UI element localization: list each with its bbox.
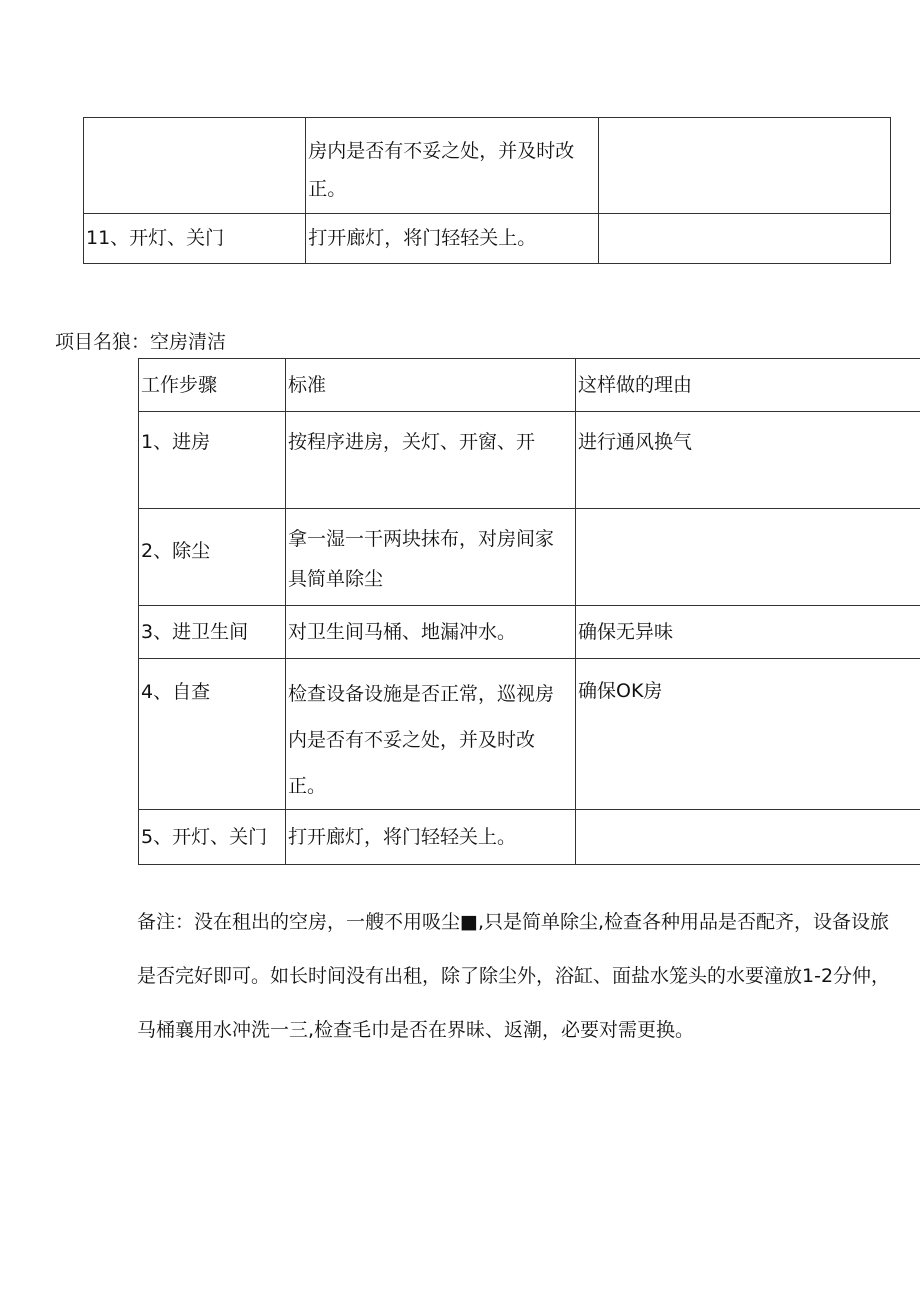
carry-over-table bbox=[83, 117, 891, 264]
reason-cell: 进行通风换气 bbox=[576, 412, 920, 509]
step-cell: 5、开灯、关门 bbox=[139, 810, 286, 865]
section-title: 项目名狼：空房清洁 bbox=[55, 331, 227, 353]
header-reason: 这样做的理由 bbox=[576, 359, 920, 412]
step-cell: 3、进卫生间 bbox=[139, 606, 286, 659]
table-row bbox=[139, 810, 920, 865]
standard-cell: 检查设备设施是否正常，巡视房内是否有不妥之处，并及时改正。 bbox=[286, 659, 576, 810]
reason-cell bbox=[598, 214, 890, 264]
reason-cell bbox=[576, 810, 920, 865]
note-line: 是否完好即可。如长时间没有出租，除了除尘外，浴缸、面盐水笼头的水要潼放1-2分仲， bbox=[137, 965, 891, 987]
header-step: 工作步骤 bbox=[139, 359, 286, 412]
table-row bbox=[139, 659, 920, 810]
note-line: 马桶襄用水冲洗一三,检查毛巾是否在界昧、返潮，必要对需更换。 bbox=[137, 1019, 695, 1041]
table-row bbox=[84, 214, 891, 264]
table-header-row bbox=[139, 359, 920, 412]
table-row bbox=[84, 118, 891, 214]
step-cell bbox=[84, 118, 306, 214]
standard-cell: 拿一湿一干两块抹布，对房间家具简单除尘 bbox=[286, 509, 576, 606]
reason-cell: 确保OK房 bbox=[576, 659, 920, 810]
standard-cell: 对卫生间马桶、地漏冲水。 bbox=[286, 606, 576, 659]
reason-cell: 确保无异味 bbox=[576, 606, 920, 659]
table-row bbox=[139, 606, 920, 659]
header-standard: 标准 bbox=[286, 359, 576, 412]
step-cell: 2、除尘 bbox=[139, 509, 286, 606]
standard-cell: 房内是否有不妥之处，并及时改正。 bbox=[306, 118, 598, 214]
step-cell: 1、进房 bbox=[139, 412, 286, 509]
step-cell: 11、开灯、关门 bbox=[84, 214, 306, 264]
reason-cell bbox=[576, 509, 920, 606]
table-row bbox=[139, 509, 920, 606]
standard-cell: 打开廊灯，将门轻轻关上。 bbox=[286, 810, 576, 865]
table-row bbox=[139, 412, 920, 509]
room-cleaning-table bbox=[138, 358, 920, 865]
standard-cell: 按程序进房，关灯、开窗、开 bbox=[286, 412, 576, 509]
step-cell: 4、自查 bbox=[139, 659, 286, 810]
note-paragraph bbox=[137, 895, 920, 1057]
reason-cell bbox=[598, 118, 890, 214]
standard-cell: 打开廊灯，将门轻轻关上。 bbox=[306, 214, 598, 264]
note-line: 备注：没在租出的空房，一艘不用吸尘■,只是简单除尘,检查各种用品是否配齐，设备设旅 bbox=[137, 911, 890, 933]
